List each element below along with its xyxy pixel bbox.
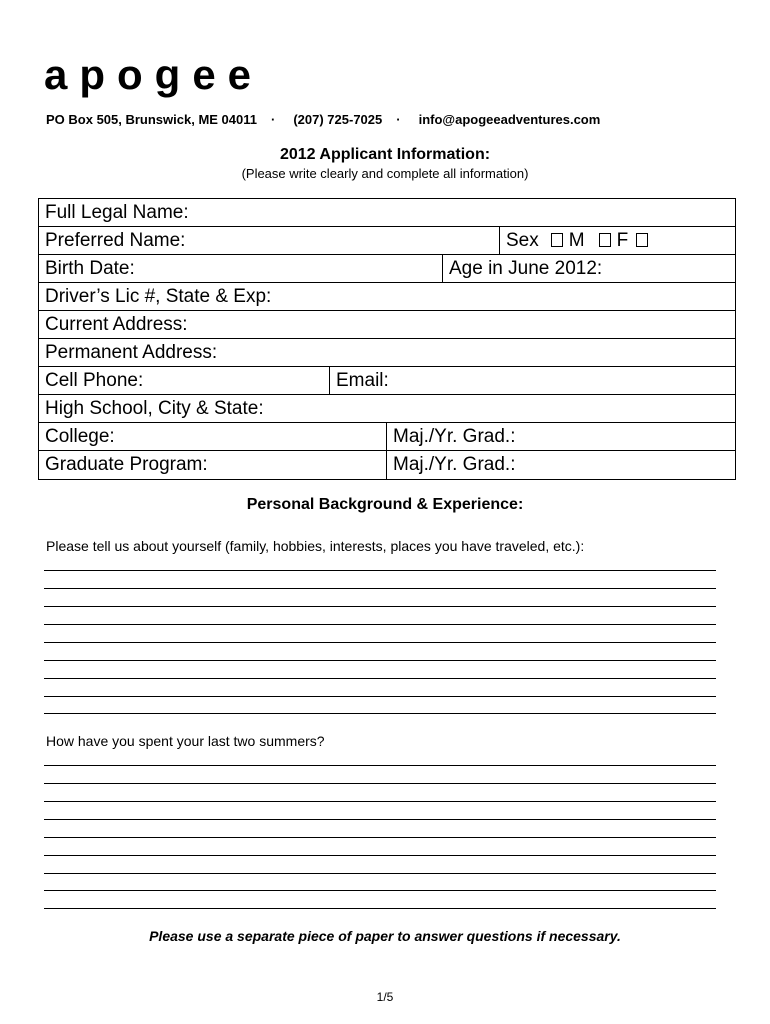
row-graduate-program [39, 451, 735, 479]
drivers-lic-label: Driver’s Lic #, State & Exp: [45, 286, 272, 307]
question-about-yourself: Please tell us about yourself (family, hobbies, interests, places you have traveled, etc.): [46, 538, 585, 554]
row-birth-date [39, 255, 735, 283]
page-number: 1/5 [376, 990, 394, 1004]
college-major-label: Maj./Yr. Grad.: [393, 426, 516, 447]
sex-field [499, 227, 735, 254]
answer-lines-about-yourself[interactable] [44, 570, 716, 715]
full-legal-name-label: Full Legal Name: [45, 202, 189, 223]
row-college [39, 423, 735, 451]
question-last-two-summers: How have you spent your last two summers? [46, 733, 325, 749]
full-legal-name-field[interactable] [39, 199, 735, 226]
email-field[interactable] [329, 367, 735, 394]
answer-line[interactable] [44, 873, 716, 874]
applicant-form-table [38, 198, 736, 480]
separator-dot: · [271, 112, 276, 127]
preferred-name-label: Preferred Name: [45, 230, 186, 251]
row-cell-phone [39, 367, 735, 395]
row-current-address [39, 311, 735, 339]
answer-line[interactable] [44, 819, 716, 820]
email-label: Email: [336, 370, 389, 391]
answer-line[interactable] [44, 765, 716, 766]
row-permanent-address [39, 339, 735, 367]
high-school-field[interactable] [39, 395, 735, 422]
graduate-major-label: Maj./Yr. Grad.: [393, 454, 516, 475]
preferred-name-field[interactable] [39, 227, 499, 254]
birth-date-label: Birth Date: [45, 258, 135, 279]
permanent-address-field[interactable] [39, 339, 735, 366]
row-preferred-name [39, 227, 735, 255]
form-subtitle: (Please write clearly and complete all information) [241, 166, 529, 181]
college-label: College: [45, 426, 115, 447]
graduate-major-field[interactable] [386, 451, 735, 479]
age-june-label: Age in June 2012: [449, 258, 603, 279]
answer-line[interactable] [44, 890, 716, 891]
answer-line[interactable] [44, 678, 716, 679]
address-text: PO Box 505, Brunswick, ME 04011 [46, 112, 257, 127]
answer-line[interactable] [44, 624, 716, 625]
row-full-legal-name [39, 199, 735, 227]
row-drivers-lic [39, 283, 735, 311]
separator-dot: · [396, 112, 401, 127]
answer-line[interactable] [44, 783, 716, 784]
answer-line[interactable] [44, 908, 716, 909]
trailing-checkbox [636, 233, 648, 247]
birth-date-field[interactable] [39, 255, 442, 282]
apogee-logo: apogee [44, 51, 264, 98]
answer-line[interactable] [44, 855, 716, 856]
college-field[interactable] [39, 423, 386, 450]
sex-f-label: F [616, 230, 629, 251]
drivers-lic-field[interactable] [39, 283, 735, 310]
sex-label: Sex [506, 230, 539, 251]
graduate-program-field[interactable] [39, 451, 386, 479]
contact-info [46, 112, 600, 127]
cell-phone-label: Cell Phone: [45, 370, 144, 391]
graduate-program-label: Graduate Program: [45, 454, 208, 475]
answer-line[interactable] [44, 570, 716, 571]
current-address-label: Current Address: [45, 314, 188, 335]
age-june-field[interactable] [442, 255, 735, 282]
answer-line[interactable] [44, 660, 716, 661]
answer-line[interactable] [44, 606, 716, 607]
form-title: 2012 Applicant Information: [279, 146, 491, 163]
current-address-field[interactable] [39, 311, 735, 338]
background-heading: Personal Background & Experience: [246, 496, 524, 513]
permanent-address-label: Permanent Address: [45, 342, 218, 363]
cell-phone-field[interactable] [39, 367, 329, 394]
answer-line[interactable] [44, 837, 716, 838]
row-high-school [39, 395, 735, 423]
answer-line[interactable] [44, 588, 716, 589]
answer-line[interactable] [44, 642, 716, 643]
high-school-label: High School, City & State: [45, 398, 264, 419]
answer-line[interactable] [44, 696, 716, 697]
answer-line[interactable] [44, 801, 716, 802]
answer-lines-summers[interactable] [44, 765, 716, 910]
answer-line[interactable] [44, 713, 716, 714]
phone-text: (207) 725-7025 [293, 112, 383, 127]
sex-m-label: M [568, 230, 585, 251]
college-major-field[interactable] [386, 423, 735, 450]
email-text: info@apogeeadventures.com [418, 112, 601, 127]
sex-f-checkbox[interactable] [599, 233, 611, 247]
sex-m-checkbox[interactable] [551, 233, 563, 247]
separate-paper-note: Please use a separate piece of paper to answer questions if necessary. [149, 928, 621, 944]
